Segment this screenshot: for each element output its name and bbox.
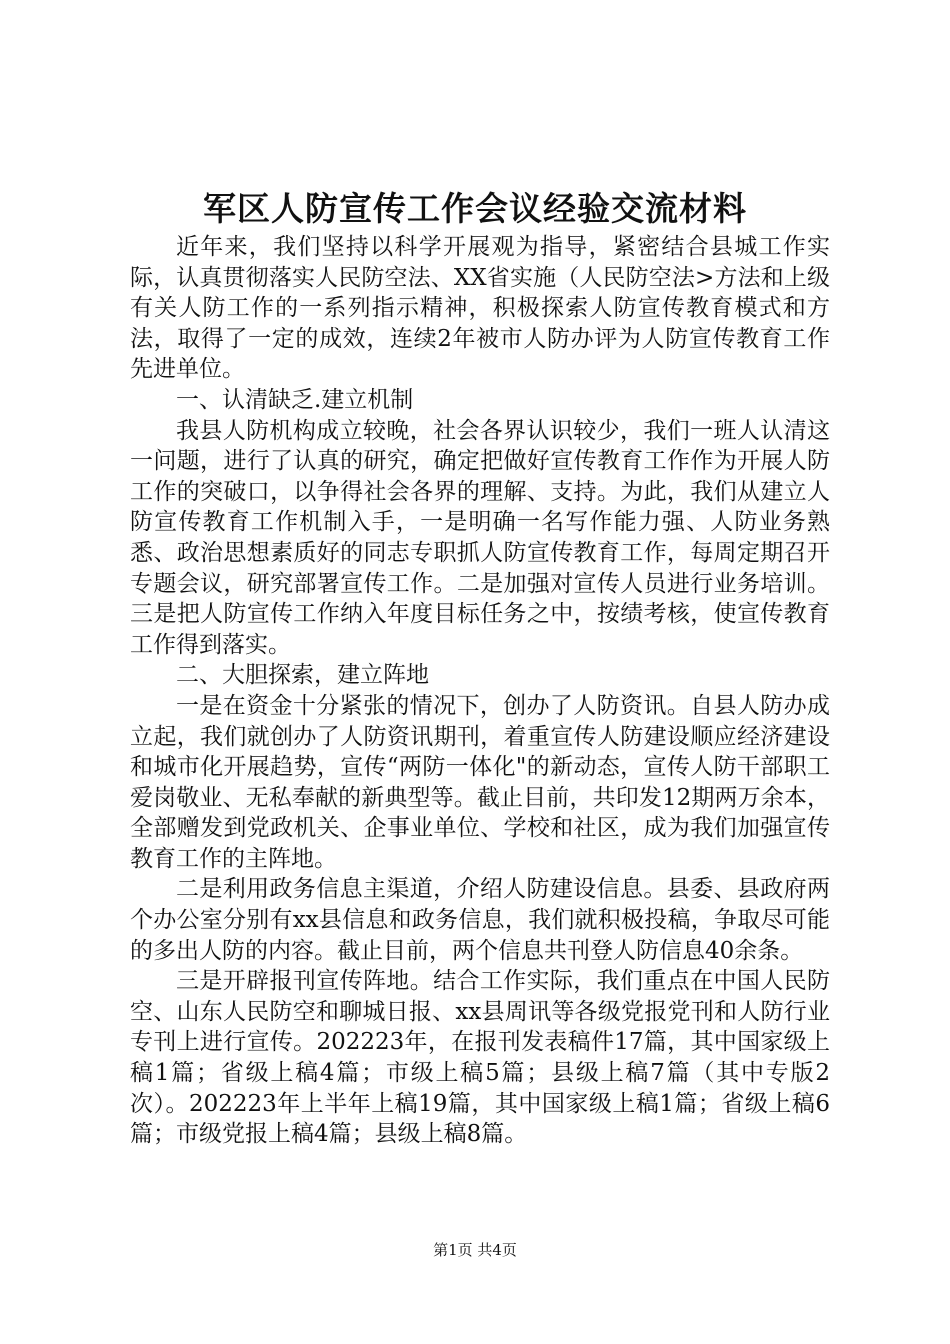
section-heading-2: 二、大胆探索，建立阵地 xyxy=(176,662,429,689)
paragraph-press: 三是开辟报刊宣传阵地。结合工作实际，我们重点在中国人民防空、山东人民防空和聊城日报、xx县周讯等各级党报党刊和人防行业专刊上进行宣传。202223年，在报刊发表稿件17篇，其中国家级上稿1篇；省级上稿4篇；市级上稿5篇；县级上稿7篇（其中专版2次）。202223年上半年上稿19篇，其中国家级上稿1篇；省级上稿6篇；市级党报上稿4篇；县级上稿8篇。 xyxy=(130,968,830,1148)
paragraph-gov-info: 二是利用政务信息主渠道，介绍人防建设信息。县委、县政府两个办公室分别有xx县信息和政务信息，我们就积极投稿，争取尽可能的多出人防的内容。截止目前，两个信息共刊登人防信息40余条。 xyxy=(130,876,830,964)
document-body xyxy=(130,232,830,1150)
page-footer: 第1页 共4页 xyxy=(433,1241,517,1259)
document-title: 军区人防宣传工作会议经验交流材料 xyxy=(203,189,747,228)
section-heading-1: 一、认清缺乏.建立机制 xyxy=(176,386,414,413)
paragraph-bulletin: 一是在资金十分紧张的情况下，创办了人防资讯。自县人防办成立起，我们就创办了人防资讯期刊，着重宣传人防建设顺应经济建设和城市化开展趋势，宣传“两防一体化"的新动态，宣传人防干部职工爱岗敬业、无私奉献的新典型等。截止目前，共印发12期两万余本，全部赠发到党政机关、企事业单位、学校和社区，成为我们加强宣传教育工作的主阵地。 xyxy=(130,692,830,872)
paragraph-mechanism: 我县人防机构成立较晚，社会各界认识较少，我们一班人认清这一问题，进行了认真的研究，确定把做好宣传教育工作作为开展人防工作的突破口，以争得社会各界的理解、支持。为此，我们从建立人防宣传教育工作机制入手，一是明确一名写作能力强、人防业务熟悉、政治思想素质好的同志专职抓人防宣传教育工作，每周定期召开专题会议，研究部署宣传工作。二是加强对宣传人员进行业务培训。三是把人防宣传工作纳入年度目标任务之中，按绩考核，使宣传教育工作得到落实。 xyxy=(130,417,830,658)
paragraph-intro: 近年来，我们坚持以科学开展观为指导，紧密结合县城工作实际，认真贯彻落实人民防空法、XX省实施（人民防空法>方法和上级有关人防工作的一系列指示精神，积极探索人防宣传教育模式和方法，取得了一定的成效，连续2年被市人防办评为人防宣传教育工作先进单位。 xyxy=(130,234,830,383)
